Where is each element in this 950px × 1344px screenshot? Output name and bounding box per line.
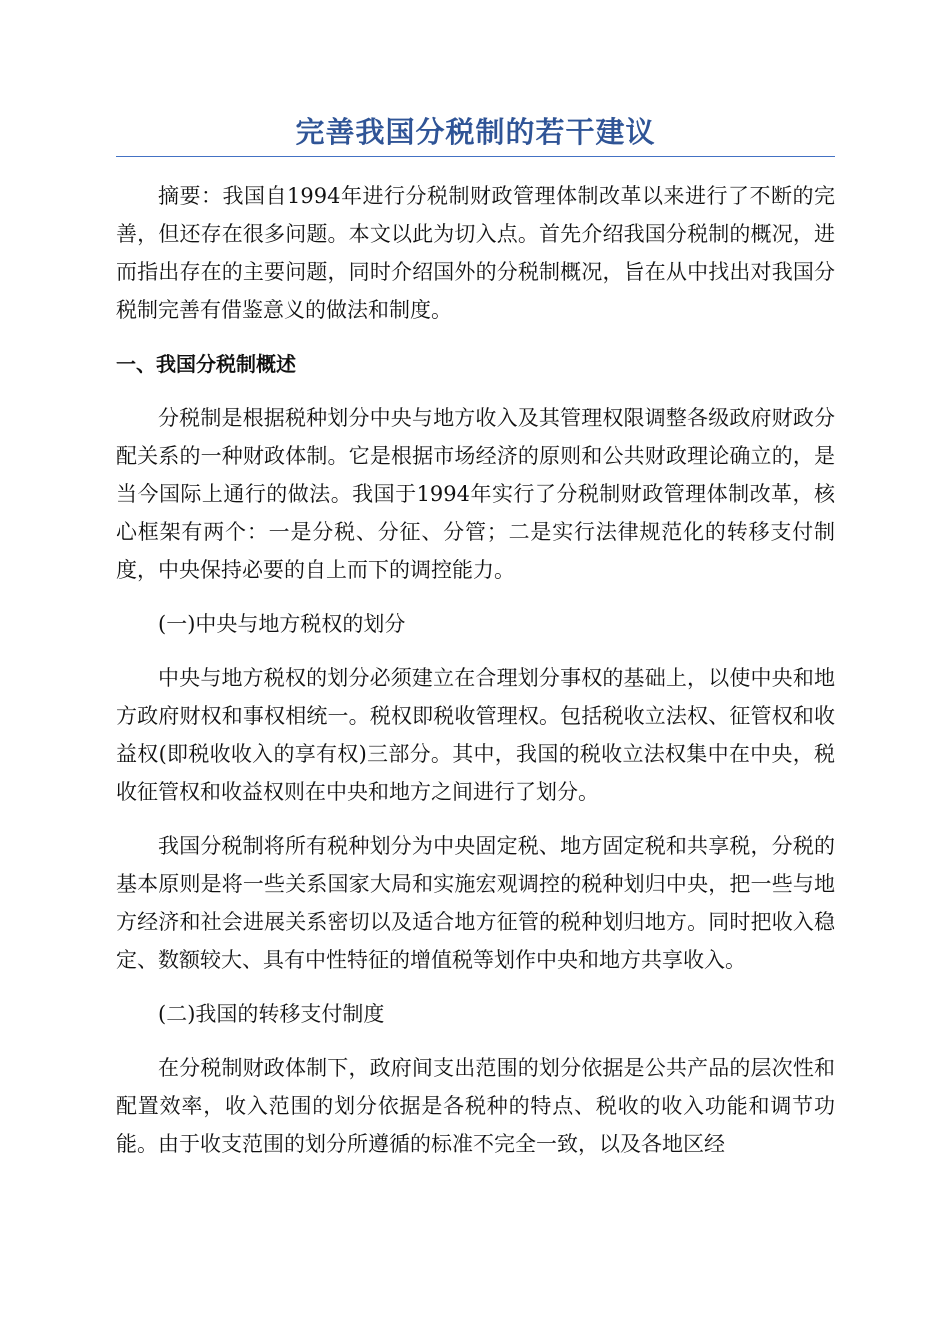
subsection-heading-tax-power: (一)中央与地方税权的划分 <box>158 612 406 636</box>
body-paragraph: 分税制是根据税种划分中央与地方收入及其管理权限调整各级政府财政分配关系的一种财政体制。它是根据市场经济的原则和公共财政理论确立的，是当今国际上通行的做法。我国于1994年实行了分税制财政管理体制改革，核心框架有两个：一是分税、分征、分管；二是实行法律规范化的转移支付制度，中央保持必要的自上而下的调控能力。 <box>116 406 835 582</box>
subsection-heading-transfer-payment: (二)我国的转移支付制度 <box>158 1002 385 1026</box>
title-underline <box>116 156 835 157</box>
body-paragraph: 在分税制财政体制下，政府间支出范围的划分依据是公共产品的层次性和配置效率，收入范围的划分依据是各税种的特点、税收的收入功能和调节功能。由于收支范围的划分所遵循的标准不完全一致，以及各地区经 <box>116 1056 835 1156</box>
abstract-paragraph: 摘要：我国自1994年进行分税制财政管理体制改革以来进行了不断的完善，但还存在很多问题。本文以此为切入点。首先介绍我国分税制的概况，进而指出存在的主要问题，同时介绍国外的分税制概况，旨在从中找出对我国分税制完善有借鉴意义的做法和制度。 <box>116 184 835 322</box>
document-title: 完善我国分税制的若干建议 <box>295 115 656 149</box>
section-heading-overview: 一、我国分税制概述 <box>116 352 296 376</box>
document-page <box>116 112 835 1179</box>
body-paragraph: 我国分税制将所有税种划分为中央固定税、地方固定税和共享税，分税的基本原则是将一些关系国家大局和实施宏观调控的税种划归中央，把一些与地方经济和社会进展关系密切以及适合地方征管的税种划归地方。同时把收入稳定、数额较大、具有中性特征的增值税等划作中央和地方共享收入。 <box>116 834 835 972</box>
body-paragraph: 中央与地方税权的划分必须建立在合理划分事权的基础上，以使中央和地方政府财权和事权相统一。税权即税收管理权。包括税收立法权、征管权和收益权(即税收收入的享有权)三部分。其中，我国的税收立法权集中在中央，税收征管权和收益权则在中央和地方之间进行了划分。 <box>116 666 835 804</box>
